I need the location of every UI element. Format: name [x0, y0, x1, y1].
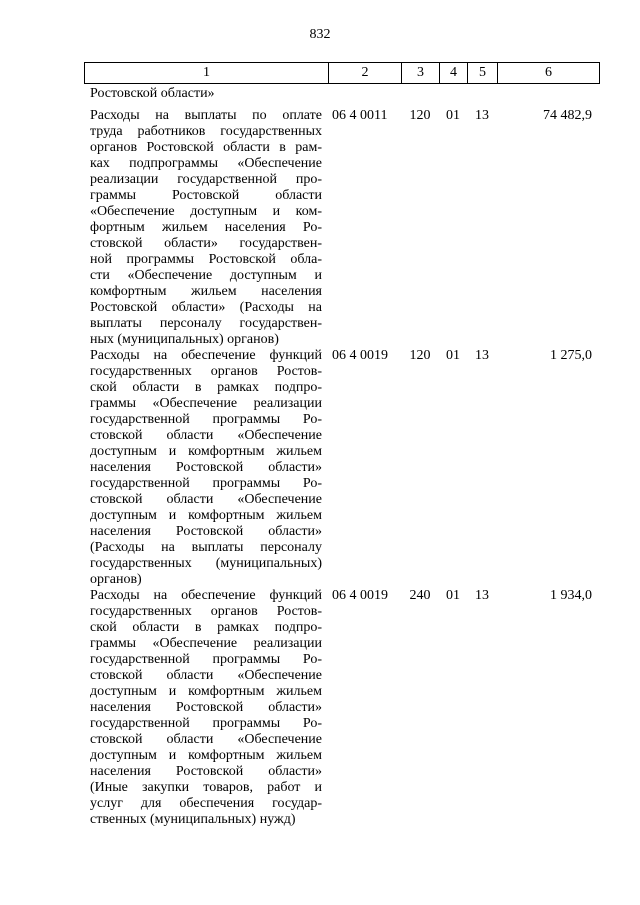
description-line: труда работников государственных [90, 124, 322, 139]
row-code: 06 4 0019 [332, 348, 388, 363]
row-col-4: 01 [446, 348, 460, 363]
description-line: граммы «Обеспечение реализации [90, 396, 322, 411]
row-description [84, 108, 328, 348]
description-line: ках подпрограммы «Обеспечение [90, 156, 322, 171]
row-amount: 1 275,0 [550, 348, 592, 363]
description-line: государственных (муниципальных) [90, 556, 322, 571]
description-line: Расходы на обеспечение функций [90, 348, 322, 363]
description-line: граммы «Обеспечение реализации [90, 636, 322, 651]
description-line: граммы Ростовской области [90, 188, 322, 203]
header-col-1: 1 [85, 63, 329, 83]
description-line: Ростовской области» (Расходы на [90, 300, 322, 315]
description-line: ской области в рамках подпро- [90, 380, 322, 395]
description-line: населения Ростовской области» [90, 524, 322, 539]
description-line: (Иные закупки товаров, работ и [90, 780, 322, 795]
description-line: выплаты персоналу государствен- [90, 316, 322, 331]
description-line: «Обеспечение доступным и ком- [90, 204, 322, 219]
row-col-5: 13 [475, 348, 489, 363]
description-line: Расходы на выплаты по оплате [90, 108, 322, 123]
description-line: государственной программы Ро- [90, 652, 322, 667]
table-row [84, 108, 598, 348]
header-col-5: 5 [468, 63, 498, 83]
page-number: 832 [309, 27, 331, 42]
description-line: ской области в рамках подпро- [90, 620, 322, 635]
description-line: органов) [90, 572, 142, 587]
description-line: Расходы на обеспечение функций [90, 588, 322, 603]
description-line: доступным и комфортным жильем [90, 444, 322, 459]
description-line: государственных органов Ростов- [90, 364, 322, 379]
row-code: 06 4 0019 [332, 588, 388, 603]
description-line: государственных органов Ростов- [90, 604, 322, 619]
row-description [84, 588, 328, 828]
row-amount: 1 934,0 [550, 588, 592, 603]
table-row [84, 588, 598, 828]
row-amount: 74 482,9 [543, 108, 592, 123]
row-code: 06 4 0011 [332, 108, 388, 123]
row-col-3: 240 [409, 588, 431, 603]
header-col-4: 4 [440, 63, 468, 83]
row-description [84, 348, 328, 588]
description-line: государственной программы Ро- [90, 716, 322, 731]
description-line: доступным и комфортным жильем [90, 748, 322, 763]
description-line: государственной программы Ро- [90, 476, 322, 491]
header-col-6: 6 [545, 65, 552, 80]
description-line: ственных (муниципальных) нужд) [90, 812, 296, 827]
row-col-3: 120 [409, 348, 431, 363]
description-line: фортным жильем населения Ро- [90, 220, 322, 235]
description-line: комфортным жильем населения [90, 284, 322, 299]
header-col-3: 3 [402, 63, 440, 83]
row-col-3: 120 [409, 108, 431, 123]
description-line: населения Ростовской области» [90, 700, 322, 715]
description-line: стовской области «Обеспечение [90, 732, 322, 747]
description-line: доступным и комфортным жильем [90, 508, 322, 523]
description-line: реализации государственной про- [90, 172, 322, 187]
description-line: стовской области «Обеспечение [90, 428, 322, 443]
description-line: стовской области» государствен- [90, 236, 322, 251]
table-header-row [84, 62, 600, 84]
description-line: услуг для обеспечения государ- [90, 796, 322, 811]
description-line: населения Ростовской области» [90, 460, 322, 475]
row-col-4: 01 [446, 588, 460, 603]
row-col-5: 13 [475, 108, 489, 123]
description-line: органов Ростовской области в рам- [90, 140, 322, 155]
row-col-4: 01 [446, 108, 460, 123]
row-col-5: 13 [475, 588, 489, 603]
description-line: населения Ростовской области» [90, 764, 322, 779]
table-row [84, 348, 598, 588]
header-col-2: 2 [329, 63, 402, 83]
continuation-text: Ростовской области» [90, 86, 215, 101]
description-line: ной программы Ростовской обла- [90, 252, 322, 267]
description-line: стовской области «Обеспечение [90, 492, 322, 507]
description-line: (Расходы на выплаты персоналу [90, 540, 322, 555]
description-line: ных (муниципальных) органов) [90, 332, 279, 347]
description-line: сти «Обеспечение доступным и [90, 268, 322, 283]
description-line: стовской области «Обеспечение [90, 668, 322, 683]
description-line: доступным и комфортным жильем [90, 684, 322, 699]
description-line: государственной программы Ро- [90, 412, 322, 427]
